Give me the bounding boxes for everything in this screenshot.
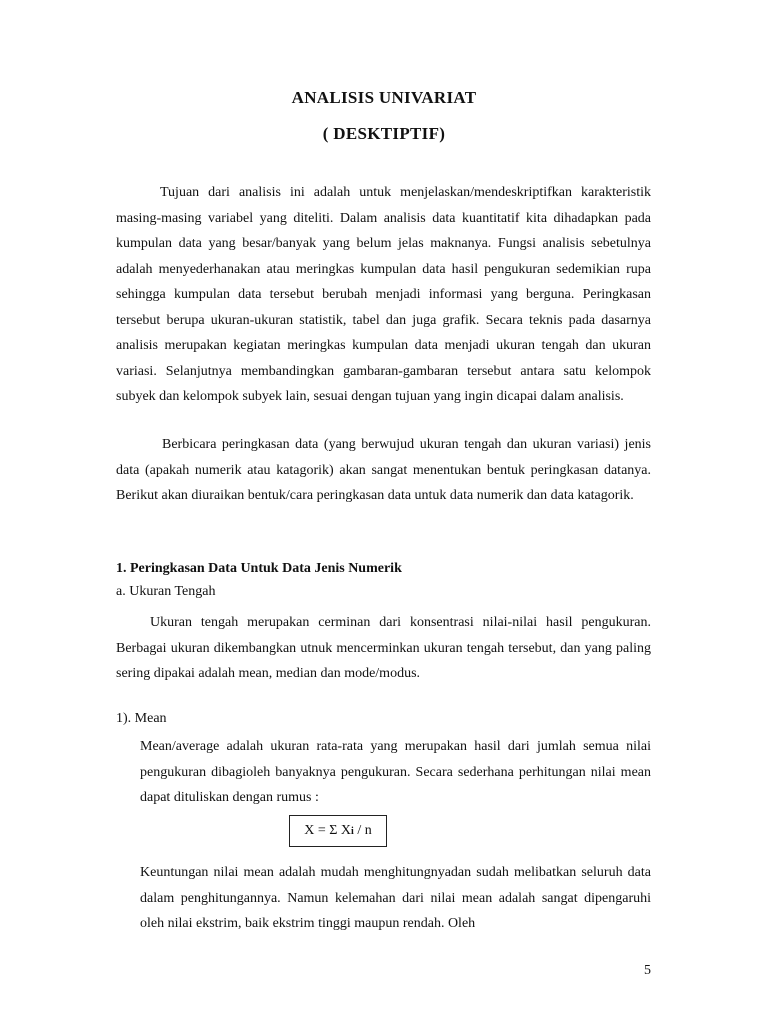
formula-subscript: i <box>351 825 354 837</box>
mean-formula-box <box>289 815 387 847</box>
ukuran-tengah-paragraph: Ukuran tengah merupakan cerminan dari konsentrasi nilai-nilai hasil pengukuran. Berbagai ukuran dikembangkan utnuk mencerminkan ukuran tengah tersebut, dan yang paling sering dipakai adalah mean, median dan mode/modus. <box>116 615 651 681</box>
second-paragraph: Berbicara peringkasan data (yang berwujud ukuran tengah dan ukuran variasi) jenis data (apakah numerik atau katagorik) akan sangat menentukan bentuk peringkasan datanya. Berikut akan diuraikan bentuk/cara peringkasan data untuk data numerik dan data katagorik. <box>116 437 651 503</box>
section-heading-numerik: 1. Peringkasan Data Untuk Data Jenis Numerik <box>116 561 402 576</box>
formula-left: X = Σ X <box>304 823 352 838</box>
mean-advantage-paragraph: Keuntungan nilai mean adalah mudah menghitungnyadan sudah melibatkan seluruh data dalam penghitungannya. Namun kelemahan dari nilai mean adalah sangat dipengaruhi oleh nilai ekstrim, baik ekstrim tinggi maupun rendah. Oleh <box>140 865 651 931</box>
intro-paragraph: Tujuan dari analisis ini adalah untuk menjelaskan/mendeskriptifkan karakteristik masing-masing variabel yang diteliti. Dalam analisis data kuantitatif kita dihadapkan pada kumpulan data yang besar/banyak yang belum jelas maknanya. Fungsi analisis sebetulnya adalah menyederhanakan atau meringkas kumpulan data hasil pengukuran sedemikian rupa sehingga kumpulan data tersebut berubah menjadi informasi yang berguna. Peringkasan tersebut berupa ukuran-ukuran statistik, tabel dan juga grafik. Secara teknis pada dasarnya analisis merupakan kegiatan meringkas kumpulan data menjadi ukuran tengah dan ukuran variasi. Selanjutnya membandingkan gambaran-gambaran tersebut antara satu kelompok subyek dan kelompok subyek lain, sesuai dengan tujuan yang ingin dicapai dalam analisis. <box>116 185 651 404</box>
page-number: 5 <box>644 963 651 978</box>
document-title: ANALISIS UNIVARIAT <box>291 88 477 107</box>
mean-definition-paragraph: Mean/average adalah ukuran rata-rata yang merupakan hasil dari jumlah semua nilai pengukuran dibagioleh banyaknya pengukuran. Secara sederhana perhitungan nilai mean dapat dituliskan dengan rumus : <box>140 739 651 805</box>
formula-right: / n <box>353 823 372 838</box>
mean-label: 1). Mean <box>116 711 167 726</box>
subsection-heading-ukuran-tengah: a. Ukuran Tengah <box>116 584 216 599</box>
document-subtitle: ( DESKTIPTIF) <box>322 124 446 143</box>
